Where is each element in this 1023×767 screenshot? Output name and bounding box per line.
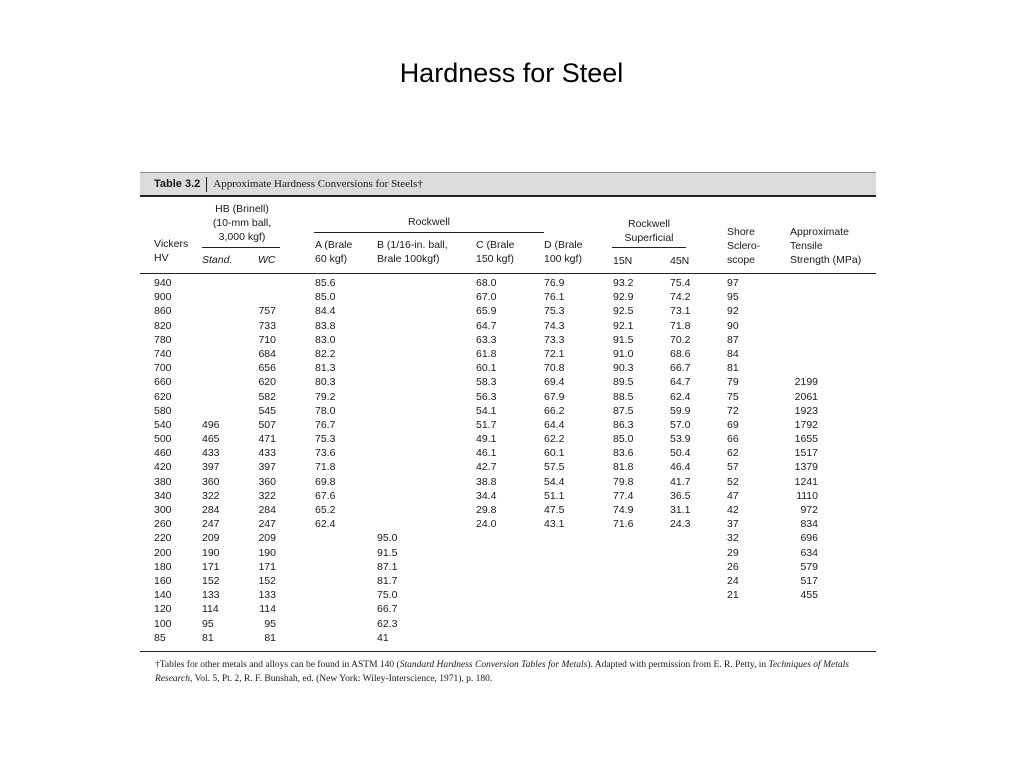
header-vickers: Vickers HV: [154, 238, 189, 264]
cell-15n: 93.2: [613, 277, 634, 289]
table-body: [140, 274, 876, 652]
cell-tensile: 1379: [794, 461, 818, 474]
cell-rockwell-c: 64.7: [476, 319, 497, 332]
cell-vickers: 620: [154, 390, 172, 403]
table-header: [140, 197, 876, 274]
cell-vickers: 160: [154, 574, 172, 587]
header-45n: 45N: [670, 255, 690, 267]
cell-rockwell-d: 70.8: [544, 362, 565, 375]
cell-shore: 42: [727, 504, 739, 516]
cell-rockwell-a: 80.3: [315, 376, 336, 389]
cell-vickers: 180: [154, 560, 172, 573]
cell-brinell-wc: 322: [258, 489, 276, 502]
cell-brinell-wc: 710: [258, 333, 276, 346]
cell-shore: 95: [727, 291, 739, 304]
cell-rockwell-c: 63.3: [476, 333, 497, 346]
cell-brinell-wc: 360: [258, 475, 276, 488]
cell-vickers: 420: [154, 461, 172, 474]
cell-rockwell-a: 79.2: [315, 390, 336, 403]
cell-brinell-wc: 582: [258, 390, 276, 403]
cell-brinell-stand: 247: [202, 518, 220, 531]
cell-brinell-stand: 433: [202, 447, 220, 460]
cell-brinell-wc: 757: [258, 305, 276, 318]
cell-rockwell-c: 54.1: [476, 404, 497, 417]
cell-45n: 46.4: [670, 461, 691, 474]
cell-shore: 21: [727, 589, 739, 602]
cell-vickers: 300: [154, 504, 172, 516]
cell-rockwell-c: 46.1: [476, 447, 497, 460]
cell-rockwell-c: 58.3: [476, 376, 497, 389]
cell-vickers: 900: [154, 291, 172, 304]
cell-rockwell-a: 76.7: [315, 418, 336, 431]
cell-rockwell-c: 60.1: [476, 362, 497, 375]
cell-rockwell-c: 51.7: [476, 418, 497, 431]
cell-shore: 79: [727, 376, 739, 389]
cell-vickers: 820: [154, 319, 172, 332]
cell-shore: 62: [727, 447, 739, 460]
cell-vickers: 120: [154, 603, 172, 616]
brinell-rule: [202, 247, 280, 248]
cell-rockwell-a: 85.0: [315, 291, 336, 304]
cell-brinell-stand: 284: [202, 504, 220, 516]
table-row: [140, 419, 876, 433]
cell-brinell-stand: 209: [202, 532, 220, 545]
table-row: [140, 618, 876, 632]
cell-shore: 75: [727, 390, 739, 403]
cell-rockwell-d: 75.3: [544, 305, 565, 318]
cell-rockwell-d: 64.4: [544, 418, 565, 431]
cell-brinell-wc: 684: [258, 347, 276, 360]
cell-tensile: 455: [800, 589, 818, 602]
cell-rockwell-d: 54.4: [544, 475, 565, 488]
cell-brinell-wc: 397: [258, 461, 276, 474]
cell-rockwell-d: 62.2: [544, 433, 565, 446]
cell-shore: 81: [727, 362, 739, 375]
table-row: [140, 376, 876, 390]
cell-vickers: 340: [154, 489, 172, 502]
cell-shore: 47: [727, 489, 739, 502]
cell-45n: 70.2: [670, 333, 691, 346]
cell-rockwell-d: 72.1: [544, 347, 565, 360]
cell-vickers: 200: [154, 546, 172, 559]
cell-rockwell-a: 69.8: [315, 475, 336, 488]
cell-45n: 53.9: [670, 433, 691, 446]
cell-brinell-stand: 152: [202, 574, 220, 587]
cell-shore: 29: [727, 546, 739, 559]
cell-brinell-wc: 133: [258, 589, 276, 602]
cell-brinell-stand: 95: [202, 617, 214, 630]
header-brinell-stand: Stand.: [202, 254, 233, 266]
cell-brinell-wc: 284: [258, 504, 276, 516]
cell-tensile: 1655: [794, 433, 818, 446]
table-row: [140, 362, 876, 376]
cell-brinell-wc: 152: [258, 574, 276, 587]
cell-rockwell-a: 83.8: [315, 319, 336, 332]
cell-rockwell-c: 68.0: [476, 277, 497, 289]
table-row: [140, 632, 876, 646]
cell-rockwell-a: 71.8: [315, 461, 336, 474]
cell-shore: 97: [727, 277, 739, 289]
cell-15n: 87.5: [613, 404, 634, 417]
header-brinell: HB (Brinell) (10-mm ball, 3,000 kgf): [212, 203, 272, 243]
cell-vickers: 660: [154, 376, 172, 389]
cell-45n: 73.1: [670, 305, 691, 318]
slide-title: Hardness for Steel: [399, 58, 624, 88]
cell-rockwell-d: 69.4: [544, 376, 565, 389]
cell-45n: 74.2: [670, 291, 691, 304]
cell-brinell-wc: 620: [258, 376, 276, 389]
cell-shore: 24: [727, 574, 739, 587]
cell-brinell-stand: 171: [202, 560, 220, 573]
table-row: [140, 603, 876, 617]
table-caption: Approximate Hardness Conversions for Steels†: [213, 178, 423, 190]
cell-vickers: 860: [154, 305, 172, 318]
cell-brinell-wc: 433: [258, 447, 276, 460]
cell-15n: 74.9: [613, 504, 634, 516]
cell-rockwell-d: 66.2: [544, 404, 565, 417]
cell-rockwell-b: 62.3: [377, 617, 398, 630]
table-row: [140, 476, 876, 490]
table-row: [140, 405, 876, 419]
table-row: [140, 348, 876, 362]
cell-rockwell-a: 81.3: [315, 362, 336, 375]
cell-rockwell-d: 60.1: [544, 447, 565, 460]
cell-brinell-wc: 247: [258, 518, 276, 531]
cell-15n: 85.0: [613, 433, 634, 446]
table-row: [140, 504, 876, 518]
header-shore: Shore Sclero- scope: [727, 226, 761, 266]
hardness-table: [140, 172, 876, 686]
cell-15n: 92.9: [613, 291, 634, 304]
cell-rockwell-a: 85.6: [315, 277, 336, 289]
cell-tensile: 1241: [794, 475, 818, 488]
cell-shore: 69: [727, 418, 739, 431]
header-rockwell-a: A (Brale 60 kgf): [315, 239, 353, 265]
cell-45n: 62.4: [670, 390, 691, 403]
cell-45n: 41.7: [670, 475, 691, 488]
cell-brinell-wc: 545: [258, 404, 276, 417]
cell-rockwell-d: 76.1: [544, 291, 565, 304]
cell-15n: 89.5: [613, 376, 634, 389]
cell-tensile: 634: [800, 546, 818, 559]
cell-vickers: 700: [154, 362, 172, 375]
cell-rockwell-c: 49.1: [476, 433, 497, 446]
cell-tensile: 1110: [796, 489, 818, 502]
cell-45n: 31.1: [670, 504, 691, 516]
cell-vickers: 260: [154, 518, 172, 531]
table-row: [140, 305, 876, 319]
cell-shore: 26: [727, 560, 739, 573]
cell-rockwell-d: 67.9: [544, 390, 565, 403]
cell-shore: 32: [727, 532, 739, 545]
cell-rockwell-c: 65.9: [476, 305, 497, 318]
cell-rockwell-a: 67.6: [315, 489, 336, 502]
cell-tensile: 834: [800, 518, 818, 531]
table-footnote: †Tables for other metals and alloys can be found in ASTM 140 (Standard Hardness Conversion Tables for Metals). Adapted with permission from E. R. Petty, in Techniques of Metals Research, Vol. 5, Pt. 2, R. F. Bunshah, ed. (New York: Wiley-Interscience, 1971), p. 180.: [155, 659, 849, 684]
superficial-rule: [612, 247, 686, 248]
cell-15n: 79.8: [613, 475, 634, 488]
cell-45n: 50.4: [670, 447, 691, 460]
cell-45n: 66.7: [670, 362, 691, 375]
cell-vickers: 220: [154, 532, 172, 545]
cell-tensile: 972: [800, 504, 818, 516]
cell-shore: 52: [727, 475, 739, 488]
table-row: [140, 575, 876, 589]
header-rockwell-b: B (1/16-in. ball, Brale 100kgf): [377, 239, 448, 265]
cell-shore: 92: [727, 305, 739, 318]
cell-vickers: 500: [154, 433, 172, 446]
table-row: [140, 277, 876, 291]
cell-15n: 90.3: [613, 362, 634, 375]
cell-rockwell-c: 67.0: [476, 291, 497, 304]
cell-rockwell-a: 84.4: [315, 305, 336, 318]
table-row: [140, 547, 876, 561]
cell-rockwell-c: 24.0: [476, 518, 497, 531]
cell-vickers: 380: [154, 475, 172, 488]
table-row: [140, 391, 876, 405]
cell-rockwell-a: 73.6: [315, 447, 336, 460]
cell-brinell-stand: 496: [202, 418, 220, 431]
cell-brinell-wc: 656: [258, 362, 276, 375]
cell-15n: 92.1: [613, 319, 634, 332]
table-row: [140, 532, 876, 546]
cell-brinell-stand: 322: [202, 489, 220, 502]
header-rockwell-c: C (Brale 150 kgf): [476, 239, 515, 265]
cell-shore: 37: [727, 518, 739, 531]
cell-15n: 86.3: [613, 418, 634, 431]
cell-45n: 71.8: [670, 319, 691, 332]
cell-shore: 66: [727, 433, 739, 446]
cell-rockwell-d: 51.1: [544, 489, 565, 502]
cell-brinell-stand: 360: [202, 475, 220, 488]
cell-rockwell-c: 34.4: [476, 489, 497, 502]
cell-tensile: 2199: [794, 376, 818, 389]
cell-rockwell-a: 65.2: [315, 504, 336, 516]
cell-rockwell-b: 91.5: [377, 546, 398, 559]
cell-rockwell-a: 83.0: [315, 333, 336, 346]
cell-rockwell-c: 38.8: [476, 475, 497, 488]
table-row: [140, 291, 876, 305]
cell-rockwell-c: 29.8: [476, 504, 497, 516]
table-caption-bar: [140, 172, 876, 197]
table-row: [140, 320, 876, 334]
cell-rockwell-d: 57.5: [544, 461, 565, 474]
cell-tensile: 517: [800, 574, 818, 587]
table-row: [140, 518, 876, 532]
cell-rockwell-b: 81.7: [377, 574, 398, 587]
cell-15n: 91.5: [613, 333, 634, 346]
cell-rockwell-c: 42.7: [476, 461, 497, 474]
cell-shore: 72: [727, 404, 739, 417]
cell-tensile: 1923: [794, 404, 818, 417]
cell-rockwell-b: 66.7: [377, 603, 398, 616]
cell-rockwell-c: 56.3: [476, 390, 497, 403]
cell-rockwell-a: 82.2: [315, 347, 336, 360]
cell-brinell-stand: 397: [202, 461, 220, 474]
table-number: Table 3.2: [154, 178, 201, 190]
cell-15n: 91.0: [613, 347, 634, 360]
cell-rockwell-b: 87.1: [377, 560, 398, 573]
table-row: [140, 490, 876, 504]
cell-vickers: 580: [154, 404, 172, 417]
cell-tensile: 2061: [794, 390, 818, 403]
cell-vickers: 540: [154, 418, 172, 431]
cell-brinell-wc: 81: [264, 631, 276, 644]
table-row: [140, 561, 876, 575]
cell-45n: 64.7: [670, 376, 691, 389]
rockwell-rule: [314, 232, 544, 233]
cell-vickers: 140: [154, 589, 172, 602]
cell-15n: 71.6: [613, 518, 634, 531]
cell-tensile: 1792: [794, 418, 818, 431]
header-superficial: Rockwell Superficial: [624, 218, 674, 244]
table-row: [140, 433, 876, 447]
cell-vickers: 100: [154, 617, 172, 630]
cell-brinell-stand: 465: [202, 433, 220, 446]
header-15n: 15N: [613, 255, 633, 267]
cell-rockwell-a: 62.4: [315, 518, 336, 531]
table-row: [140, 589, 876, 603]
cell-tensile: 579: [800, 560, 818, 573]
cell-15n: 77.4: [613, 489, 634, 502]
cell-brinell-wc: 471: [258, 433, 276, 446]
cell-15n: 81.8: [613, 461, 634, 474]
cell-vickers: 740: [154, 347, 172, 360]
cell-rockwell-c: 61.8: [476, 347, 497, 360]
cell-rockwell-d: 76.9: [544, 277, 565, 289]
cell-brinell-wc: 733: [258, 319, 276, 332]
cell-shore: 84: [727, 347, 739, 360]
cell-rockwell-b: 95.0: [377, 532, 398, 545]
cell-rockwell-b: 75.0: [377, 589, 398, 602]
cell-tensile: 1517: [794, 447, 818, 460]
cell-tensile: 696: [800, 532, 818, 545]
cell-15n: 92.5: [613, 305, 634, 318]
table-row: [140, 461, 876, 475]
cell-shore: 57: [727, 461, 739, 474]
table-row: [140, 334, 876, 348]
cell-brinell-stand: 114: [202, 603, 219, 616]
cell-shore: 90: [727, 319, 739, 332]
header-rockwell: Rockwell: [407, 216, 450, 228]
cell-vickers: 460: [154, 447, 172, 460]
cell-brinell-wc: 171: [258, 560, 276, 573]
cell-rockwell-d: 47.5: [544, 504, 565, 516]
cell-45n: 57.0: [670, 418, 691, 431]
cell-rockwell-a: 75.3: [315, 433, 336, 446]
cell-45n: 68.6: [670, 347, 691, 360]
cell-brinell-wc: 209: [258, 532, 276, 545]
header-rockwell-d: D (Brale 100 kgf): [544, 239, 583, 265]
cell-45n: 75.4: [670, 277, 691, 289]
cell-vickers: 780: [154, 333, 172, 346]
table-row: [140, 447, 876, 461]
cell-brinell-stand: 133: [202, 589, 220, 602]
cell-vickers: 85: [154, 631, 166, 644]
cell-shore: 87: [727, 333, 739, 346]
cell-rockwell-a: 78.0: [315, 404, 336, 417]
cell-brinell-stand: 190: [202, 546, 220, 559]
cell-vickers: 940: [154, 277, 172, 289]
cell-15n: 88.5: [613, 390, 634, 403]
cell-brinell-wc: 507: [258, 418, 276, 431]
cell-brinell-wc: 190: [258, 546, 276, 559]
cell-45n: 24.3: [670, 518, 691, 531]
cell-rockwell-d: 74.3: [544, 319, 565, 332]
cell-15n: 83.6: [613, 447, 634, 460]
cell-rockwell-b: 41: [377, 631, 389, 644]
cell-brinell-wc: 95: [264, 617, 276, 630]
cell-rockwell-d: 43.1: [544, 518, 565, 531]
cell-45n: 59.9: [670, 404, 691, 417]
header-tensile: Approximate Tensile Strength (MPa): [790, 226, 862, 266]
caption-divider: [206, 177, 207, 192]
header-brinell-wc: WC: [258, 254, 276, 266]
cell-45n: 36.5: [670, 489, 691, 502]
cell-brinell-stand: 81: [202, 631, 214, 644]
cell-rockwell-d: 73.3: [544, 333, 565, 346]
cell-brinell-wc: 114: [259, 603, 276, 616]
